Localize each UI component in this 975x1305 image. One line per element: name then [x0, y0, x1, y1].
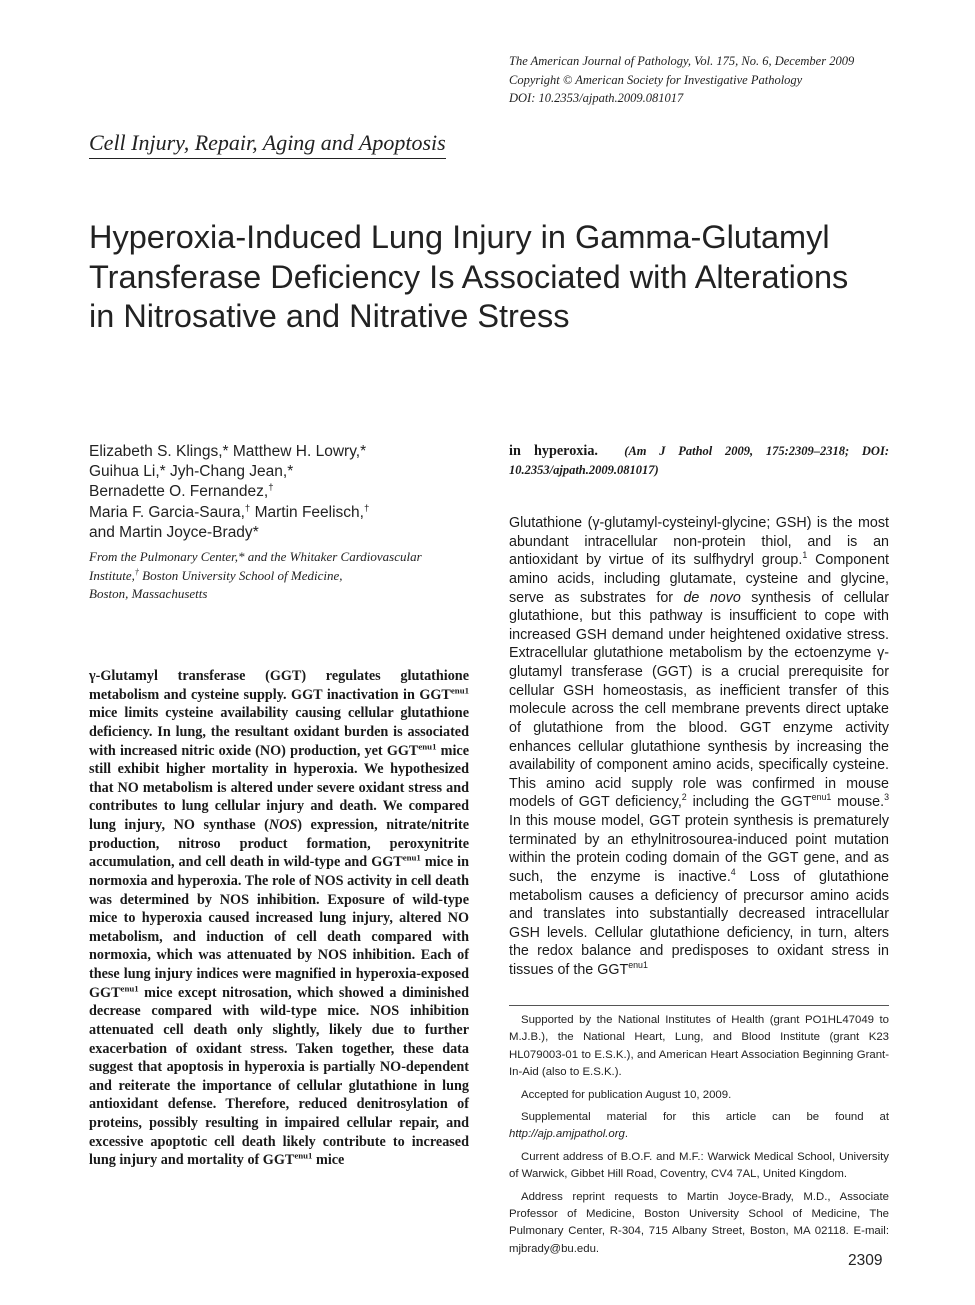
funding-note: Supported by the National Institutes of Health (grant PO1HL47049 to M.J.B.), the National Heart, Lung, and Blood Institute (grant K23 HL079003-01 to E.S.K.), and American Heart Association Beginning Grant-In-Aid (also to E.S.K.). — [509, 1014, 889, 1079]
allele-superscript: enu1 — [628, 960, 648, 971]
author-name: Martin Feelisch, — [250, 503, 364, 521]
footnote-text: Supplemental material for this article can be found at — [521, 1111, 889, 1124]
abstract-text: mice still exhibit higher mortality in hyperoxia. We hypothesized that NO metabolism is altered under severe oxidant stress and contributes to lung cellular injury and death. We compared lung injury, NO synthase ( — [89, 742, 469, 833]
accepted-note: Accepted for publication August 10, 2009. — [521, 1088, 732, 1101]
author-line — [89, 482, 479, 502]
allele-superscript: enu1 — [402, 852, 421, 863]
footnote-text: . — [624, 1128, 629, 1141]
body-text: In this mouse model, GGT protein synthesis is prematurely terminated by an ethylnitrosourea-induced point mutation within the protein coding domain of the GGT gene, and as such, the enzyme is inactive. — [509, 813, 889, 885]
journal-doi: DOI: 10.2353/ajpath.2009.081017 — [509, 91, 684, 105]
allele-superscript: enu1 — [811, 792, 832, 803]
author-name: Guihua Li, — [89, 463, 160, 481]
footnotes — [509, 1012, 889, 1263]
allele-superscript: enu1 — [294, 1150, 313, 1161]
abstract-text: mice — [312, 1152, 345, 1169]
allele-superscript: enu1 — [450, 684, 469, 695]
abstract-text: mice limits cysteine availability causing cellular glutathione deficiency. In lung, the resultant oxidant burden is associated with increased nitric oxide (NO) production, yet GGT — [89, 705, 469, 759]
section-label: Cell Injury, Repair, Aging and Apoptosis — [89, 130, 446, 159]
reference-mark: 4 — [730, 867, 736, 878]
affiliation-line — [89, 567, 479, 586]
author-name: Maria F. Garcia-Saura, — [89, 503, 245, 521]
author-name: Bernadette O. Fernandez, — [89, 483, 269, 501]
abstract-text: γ-Glutamyl transferase (GGT) regulates glutathione metabolism and cysteine supply. GGT inactivation in GGT — [89, 668, 469, 703]
affiliation-text: Boston University School of Medicine, — [138, 567, 343, 583]
footnote-divider — [509, 1005, 889, 1006]
journal-header — [509, 52, 909, 108]
affiliation-mark: * — [287, 463, 294, 481]
citation-reference: (Am J Pathol 2009, 175:2309–2318; DOI: 10.2353/ajpath.2009.081017) — [509, 444, 889, 477]
affiliation-mark: † — [268, 482, 274, 494]
supplemental-note — [509, 1109, 889, 1144]
affiliation-mark: * — [222, 443, 229, 460]
journal-copyright: Copyright © American Society for Investigative Pathology — [509, 72, 803, 87]
abstract-text: mice except nitrosation, which showed a diminished decrease compared with wild-type mice. NOS inhibition attenuated cell death only slightly, likely due to further exacerbation of oxidant stress. Taken together, these data suggest that apoptosis in hyperoxia is partially NO-dependent and reiterate the importance of cellular glutathione in lung antioxidant defense. Therefore, reduced denitrosylation of proteins, possibly resulting in impaired cellular repair, and excessive apoptotic cell death likely contribute to increased lung injury and mortality of GGT — [89, 984, 469, 1169]
supplemental-link[interactable]: http://ajp.amjpathol.org — [509, 1128, 625, 1141]
journal-citation: The American Journal of Pathology, Vol. 175, No. 6, December 2009 — [509, 54, 855, 68]
body-text: Component amino acids, including glutamate, cysteine and glycine, serve as substrates for — [509, 552, 889, 606]
reference-mark: 3 — [884, 792, 889, 803]
body-text: Glutathione (γ-glutamyl-cysteinyl-glycine; GSH) is the most abundant intracellular non-protein thiol, and is an antioxidant by virtue of its sulfhydryl group. — [509, 515, 889, 569]
affiliation-mark: † — [363, 502, 370, 514]
italic-term: de novo — [683, 589, 741, 606]
abstract-text: ) expression, nitrate/nitrite production, nitroso product formation, peroxynitrite accumulation, and cell death in wild-type and GGT — [89, 817, 469, 871]
title-line-3: in Nitrosative and Nitrative Stress — [89, 298, 570, 334]
author-list — [89, 442, 479, 543]
page-number: 2309 — [848, 1252, 883, 1269]
body-text: mouse. — [831, 794, 885, 811]
reprint-note: Address reprint requests to Martin Joyce-Brady, M.D., Associate Professor of Medicine, Boston University School of Medicine, The Pulmonary Center, R-304, 715 Albany Street, Boston, MA 02118. E-mail: mjbrady@bu.edu. — [509, 1190, 889, 1255]
gene-name: NOS — [268, 817, 298, 833]
author-name: Matthew H. Lowry, — [228, 443, 361, 460]
author-name: and Martin Joyce-Brady — [89, 523, 253, 541]
reference-mark: 2 — [681, 792, 687, 803]
author-line — [89, 462, 479, 482]
title-line-2: Transferase Deficiency Is Associated with Alterations — [89, 258, 849, 295]
article-citation — [509, 442, 889, 480]
allele-superscript: enu1 — [120, 982, 139, 993]
introduction-text — [509, 514, 889, 980]
affiliations — [89, 548, 479, 604]
author-line — [89, 523, 479, 543]
affiliation-text: Institute, — [89, 567, 135, 583]
author-line — [89, 503, 479, 523]
body-text: synthesis of cellular glutathione, but this pathway is insufficient to cope with increased GSH demand under heightened oxidative stress. Extracellular glutathione metabolism by the ectoenzyme γ-glutamyl transferase (GGT) is a crucial prerequisite for cellular GSH homeostasis, as inefficient transfer of this molecule across the cell membrane prevents direct uptake of glutathione from the blood. GGT enzyme activity enhances cellular glutathione synthesis by increasing the availability of component amino acids, specifically cysteine. This amino acid supply role was confirmed in mouse models of GGT deficiency, — [509, 589, 889, 811]
affiliation-line: Boston, Massachusetts — [89, 586, 208, 602]
author-line — [89, 442, 479, 462]
affiliation-mark: * — [159, 463, 166, 481]
affiliation-mark: † — [244, 502, 251, 514]
abstract — [89, 667, 469, 1170]
author-name: Elizabeth S. Klings, — [89, 443, 223, 460]
reference-mark: 1 — [802, 550, 808, 561]
allele-superscript: enu1 — [418, 740, 437, 751]
abstract-text: mice in normoxia and hyperoxia. The role of NOS activity in cell death was determined by NOS inhibition. Exposure of wild-type mice to hyperoxia caused increased lung injury, altered NO metabolism, and induction of cell death compared with normoxia, which was attenuated by NOS inhibition. Each of these lung injury indices were magnified in hyperoxia-exposed GGT — [89, 854, 470, 1001]
body-text: including the GGT — [686, 794, 812, 811]
author-name: Jyh-Chang Jean, — [165, 463, 288, 481]
affiliation-mark: † — [134, 567, 139, 577]
article-title — [89, 218, 909, 337]
affiliation-line: From the Pulmonary Center,* and the Whitaker Cardiovascular — [89, 549, 422, 564]
affiliation-mark: * — [252, 523, 259, 541]
title-line-1: Hyperoxia-Induced Lung Injury in Gamma-Glutamyl — [89, 219, 830, 255]
abstract-continuation: in hyperoxia. — [509, 443, 598, 459]
current-address-note: Current address of B.O.F. and M.F.: Warwick Medical School, University of Warwick, Gibbet Hill Road, Coventry, CV4 7AL, United Kingdom. — [509, 1150, 889, 1181]
affiliation-mark: * — [360, 443, 367, 460]
body-text: Loss of glutathione metabolism causes a deficiency of precursor amino acids and translates into substantially decreased intracellular GSH levels. Cellular glutathione deficiency, in turn, alters the redox balance and predisposes to oxidant stress in tissues of the GGT — [509, 868, 889, 978]
